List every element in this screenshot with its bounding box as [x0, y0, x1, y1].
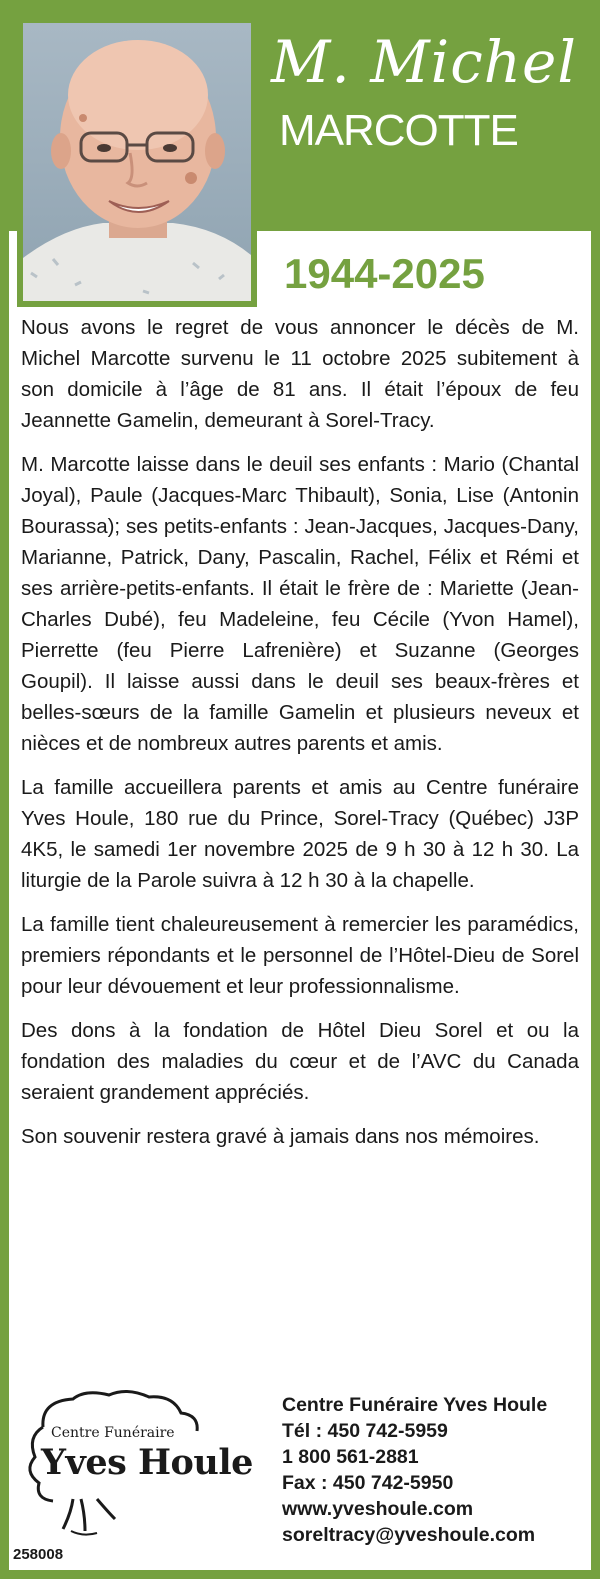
portrait-icon: [23, 23, 251, 301]
logo-big-text: Yves Houle: [41, 1442, 253, 1483]
contact-tollfree: 1 800 561-2881: [282, 1446, 419, 1468]
life-years: 1944-2025: [284, 250, 485, 297]
funeral-home-logo: [13, 1387, 265, 1547]
contact-name: Centre Funéraire Yves Houle: [282, 1394, 548, 1416]
contact-block: [282, 1392, 582, 1548]
paragraph-family: M. Marcotte laisse dans le deuil ses enfants : Mario (Chantal Joyal), Paule (Jacques-Marc Thibault), Sonia, Lise (Antonin Bourassa); ses petits-enfants : Jean-Jacques, Jacques-Dany, Marianne, Patrick, Dany, Pascalin, Rachel, Félix et Rémi et ses arrière-petits-enfants. Il était le frère de : Mariette (Jean-Charles Dubé), feu Madeleine, feu Cécile (Yvon Hamel), Pierrette (feu Pierre Lafrenière) et Suzanne (Georges Goupil). Il laisse aussi dans le deuil ses beaux-frères et belles-sœurs de la famille Gamelin et plusieurs neveux et nièces et de nombreux autres parents et amis.: [21, 453, 579, 755]
logo-small-text: Centre Funéraire: [51, 1425, 175, 1441]
obituary-text: [21, 312, 579, 1165]
contact-phone: Tél : 450 742-5959: [282, 1420, 448, 1442]
paragraph-announcement: Nous avons le regret de vous annoncer le décès de M. Michel Marcotte survenu le 11 octobre 2025 subitement à son domicile à l’âge de 81 ans. Il était l’époux de feu Jeannette Gamelin, demeurant à Sorel-Tracy.: [21, 316, 579, 432]
paragraph-memory: Son souvenir restera gravé à jamais dans nos mémoires.: [21, 1125, 540, 1148]
contact-website[interactable]: www.yveshoule.com: [282, 1498, 474, 1520]
portrait-photo: [17, 17, 257, 307]
contact-fax: Fax : 450 742-5950: [282, 1472, 454, 1494]
paragraph-donations: Des dons à la fondation de Hôtel Dieu Sorel et ou la fondation des maladies du cœur et de l’AVC du Canada seraient grandement appréciés.: [21, 1019, 579, 1104]
reference-number: 258008: [13, 1546, 64, 1563]
deceased-last-name: MARCOTTE: [279, 106, 518, 155]
paragraph-visitation: La famille accueillera parents et amis au Centre funéraire Yves Houle, 180 rue du Prince, Sorel-Tracy (Québec) J3P 4K5, le samedi 1er novembre 2025 de 9 h 30 à 12 h 30. La liturgie de la Parole suivra à 12 h 30 à la chapelle.: [21, 776, 579, 892]
deceased-first-name: M. Michel: [271, 28, 577, 96]
paragraph-thanks: La famille tient chaleureusement à remercier les paramédics, premiers répondants et le personnel de l’Hôtel-Dieu de Sorel pour leur dévouement et leur professionnalisme.: [21, 913, 579, 998]
contact-email[interactable]: soreltracy@yveshoule.com: [282, 1524, 536, 1546]
